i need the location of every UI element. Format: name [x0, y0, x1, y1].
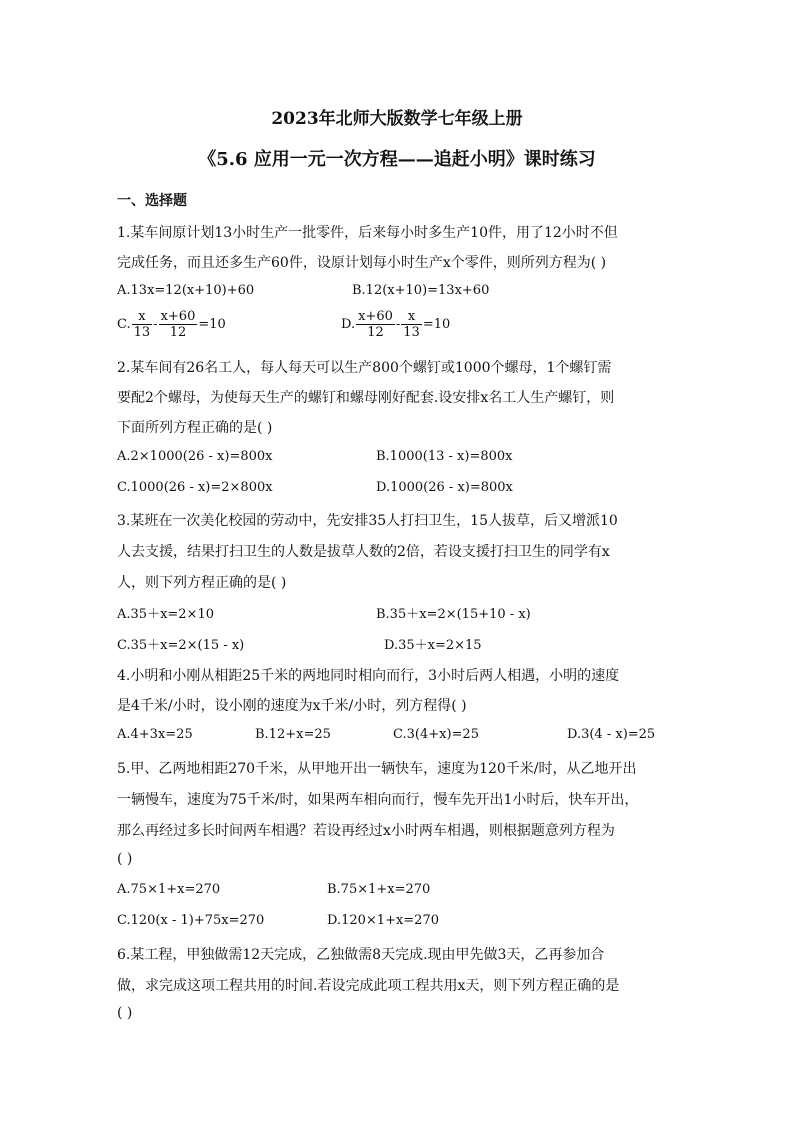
question-5-option-a: A.75×1+x=270: [117, 882, 221, 897]
minus-sign: -: [395, 317, 401, 332]
question-1-line-1: 1.某车间原计划13小时生产一批零件，后来每小时多生产10件，用了12小时不但: [117, 225, 618, 241]
numerator: x: [401, 309, 422, 325]
question-4-line-2: 是4千米/小时，设小刚的速度为x千米/小时，列方程得( ): [117, 698, 467, 714]
document-title: 2023年北师大版数学七年级上册: [271, 109, 523, 129]
question-5-option-b: B.75×1+x=270: [327, 882, 431, 897]
question-2-option-a: A.2×1000(26 - x)=800x: [117, 449, 273, 464]
question-5-line-3: 那么再经过多长时间两车相遇？若设再经过x小时两车相遇，则根据题意列方程为: [117, 823, 615, 839]
question-6-line-1: 6.某工程，甲独做需12天完成，乙独做需8天完成.现由甲先做3天，乙再参加合: [117, 947, 605, 963]
option-d-prefix: D.: [341, 317, 356, 332]
question-5-line-1: 5.甲、乙两地相距270千米，从甲地开出一辆快车，速度为120千米/时，从乙地开出: [117, 761, 637, 777]
question-5-option-d: D.120×1+x=270: [327, 913, 439, 928]
question-6-line-3: ( ): [117, 1005, 133, 1021]
fraction: [401, 309, 422, 340]
question-5-line-4: ( ): [117, 851, 133, 867]
numerator: x: [132, 309, 153, 325]
fraction: [356, 309, 395, 340]
denominator: 12: [367, 325, 384, 340]
question-1-line-2: 完成任务，而且还多生产60件，设原计划每小时生产x个零件，则所列方程为( ): [117, 255, 607, 271]
question-4-option-a: A.4+3x=25: [117, 727, 193, 742]
question-2-option-b: B.1000(13 - x)=800x: [376, 449, 513, 464]
question-3-line-1: 3.某班在一次美化校园的劳动中，先安排35人打扫卫生，15人拔草，后又增派10: [117, 513, 618, 529]
section-heading: 一、选择题: [117, 193, 187, 209]
question-4-option-c: C.3(4+x)=25: [393, 727, 479, 742]
denominator: 12: [169, 325, 187, 340]
question-4-line-1: 4.小明和小刚从相距25千米的两地同时相向而行，3小时后两人相遇，小明的速度: [117, 668, 620, 684]
question-1-option-d: [341, 309, 450, 340]
question-4-option-d: D.3(4 - x)=25: [567, 727, 656, 742]
question-2-option-c: C.1000(26 - x)=2×800x: [117, 480, 273, 495]
fraction: [132, 309, 153, 340]
question-3-option-b: B.35＋x=2×(15+10 - x): [376, 607, 531, 622]
question-5-option-c: C.120(x - 1)+75x=270: [117, 913, 265, 928]
question-1-option-a: A.13x=12(x+10)+60: [117, 283, 255, 298]
question-3-option-d: D.35＋x=2×15: [384, 638, 482, 653]
question-2-line-3: 下面所列方程正确的是( ): [117, 420, 273, 436]
numerator: x+60: [358, 309, 393, 324]
question-2-option-d: D.1000(26 - x)=800x: [376, 480, 513, 495]
question-1-option-b: B.12(x+10)=13x+60: [352, 283, 490, 298]
denominator: 13: [133, 325, 151, 340]
question-1-option-c: [117, 309, 226, 340]
question-2-line-1: 2.某车间有26名工人，每人每天可以生产800个螺钉或1000个螺母，1个螺钉需: [117, 360, 612, 376]
equals-rhs: =10: [198, 317, 226, 332]
question-2-line-2: 要配2个螺母，为使每天生产的螺钉和螺母刚好配套.设安排x名工人生产螺钉，则: [117, 390, 615, 406]
question-3-option-c: C.35＋x=2×(15 - x): [117, 638, 245, 653]
question-4-option-b: B.12+x=25: [255, 727, 331, 742]
question-3-line-3: 人，则下列方程正确的是( ): [117, 575, 287, 591]
question-3-line-2: 人去支援，结果打扫卫生的人数是拔草人数的2倍，若设支援打扫卫生的同学有x: [117, 544, 610, 560]
option-c-prefix: C.: [117, 317, 131, 332]
numerator: x+60: [160, 309, 196, 324]
document-subtitle: 《5.6 应用一元一次方程——追赶小明》课时练习: [198, 149, 596, 170]
question-6-line-2: 做，求完成这项工程共用的时间.若设完成此项工程共用x天，则下列方程正确的是: [117, 978, 620, 994]
denominator: 13: [403, 325, 420, 340]
equals-rhs: =10: [422, 317, 451, 332]
fraction: [159, 309, 198, 340]
question-3-option-a: A.35＋x=2×10: [117, 607, 214, 622]
question-5-line-2: 一辆慢车，速度为75千米/时，如果两车相向而行，慢车先开出1小时后，快车开出，: [117, 792, 639, 808]
minus-sign: -: [153, 317, 158, 332]
